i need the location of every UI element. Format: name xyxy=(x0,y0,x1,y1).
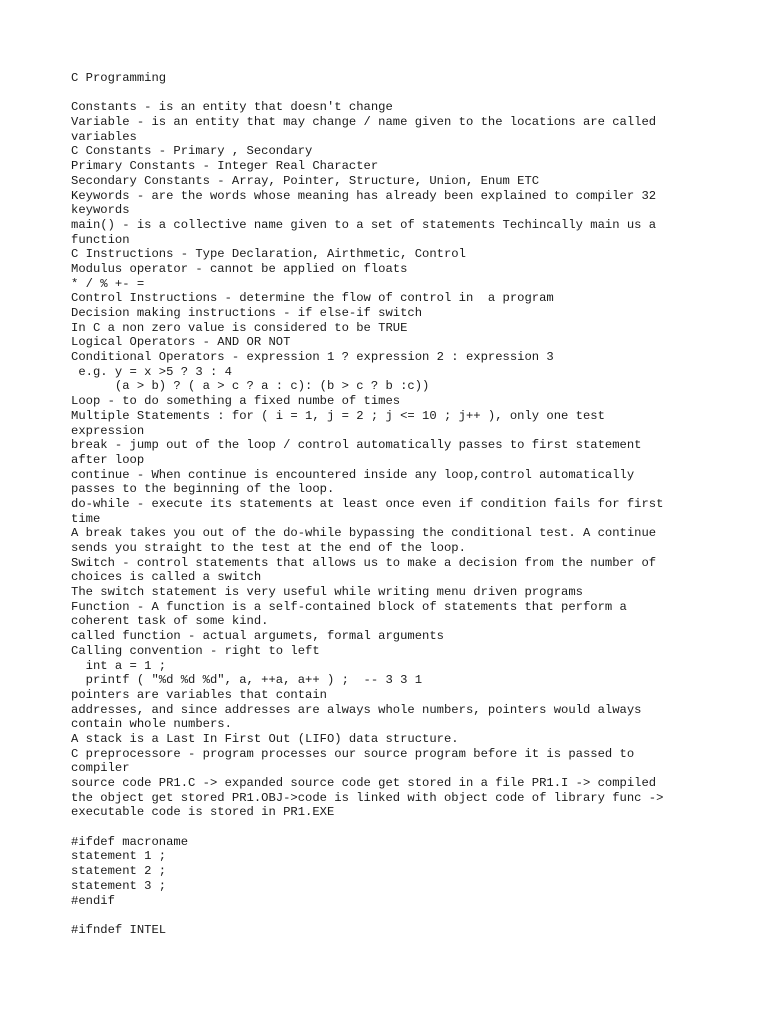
document-line: coherent task of some kind. xyxy=(71,614,269,629)
document-line: Decision making instructions - if else-if switch xyxy=(71,306,423,320)
document-line: statement 1 ; xyxy=(71,849,167,864)
document-line: printf ( "%d %d %d", a, ++a, a++ ) ; -- 3 3 1 xyxy=(71,673,423,688)
document-line: break - jump out of the loop / control automatically passes to first statement xyxy=(71,438,642,453)
document-line: keywords xyxy=(71,203,130,218)
document-line: Loop - to do something a fixed numbe of times xyxy=(71,394,401,409)
document-line xyxy=(71,86,761,101)
document-line: #ifdef macroname xyxy=(71,834,189,849)
document-line: statement 2 ; xyxy=(71,864,167,879)
document-line: Keywords - are the words whose meaning has already been explained to compiler 32 xyxy=(71,188,657,203)
document-line: Logical Operators - AND OR NOT xyxy=(71,335,291,350)
document-line: called function - actual argumets, formal arguments xyxy=(71,629,444,644)
document-line: after loop xyxy=(71,452,145,467)
document-line: Calling convention - right to left xyxy=(71,643,320,658)
document-line: addresses, and since addresses are always whole numbers, pointers would always xyxy=(71,702,642,717)
document-line: * / % +- = xyxy=(71,276,145,291)
document-line: time xyxy=(71,511,101,526)
document-page xyxy=(71,71,761,938)
document-line xyxy=(71,820,761,835)
document-line: int a = 1 ; xyxy=(71,658,167,673)
document-line: do-while - execute its statements at least once even if condition fails for first xyxy=(71,496,664,511)
document-line: In C a non zero value is considered to be TRUE xyxy=(71,320,408,335)
document-line: Conditional Operators - expression 1 ? expression 2 : expression 3 xyxy=(71,350,554,365)
document-line: compiler xyxy=(71,761,130,776)
document-line: e.g. y = x >5 ? 3 : 4 xyxy=(71,364,232,379)
document-line: Switch - control statements that allows us to make a decision from the number of xyxy=(71,555,657,570)
document-line: A stack is a Last In First Out (LIFO) data structure. xyxy=(71,731,459,746)
document-line: expression xyxy=(71,423,145,438)
document-line: Primary Constants - Integer Real Character xyxy=(71,159,379,174)
document-line: passes to the beginning of the loop. xyxy=(71,482,335,497)
document-line: Constants - is an entity that doesn't change xyxy=(71,100,393,115)
document-line: (a > b) ? ( a > c ? a : c): (b > c ? b :c)) xyxy=(71,379,430,394)
document-line: continue - When continue is encountered inside any loop,control automatically xyxy=(71,467,635,482)
document-line: The switch statement is very useful while writing menu driven programs xyxy=(71,585,583,600)
document-line: function xyxy=(71,232,130,247)
document-line: main() - is a collective name given to a set of statements Techincally main us a xyxy=(71,217,657,232)
document-line xyxy=(71,908,761,923)
document-line: source code PR1.C -> expanded source code get stored in a file PR1.I -> compiled xyxy=(71,776,657,790)
document-line: sends you straight to the test at the end of the loop. xyxy=(71,541,466,555)
document-line: C Instructions - Type Declaration, Airthmetic, Control xyxy=(71,247,466,262)
document-line: Multiple Statements : for ( i = 1, j = 2 ; j <= 10 ; j++ ), only one test xyxy=(71,408,605,423)
document-line: Variable - is an entity that may change / name given to the locations are called xyxy=(71,115,657,130)
document-line: variables xyxy=(71,129,137,144)
document-line: Modulus operator - cannot be applied on floats xyxy=(71,261,408,276)
document-line: the object get stored PR1.OBJ->code is linked with object code of library func -> xyxy=(71,790,664,805)
document-line: pointers are variables that contain xyxy=(71,687,327,702)
document-line: A break takes you out of the do-while bypassing the conditional test. A continue xyxy=(71,526,657,541)
document-line: Secondary Constants - Array, Pointer, Structure, Union, Enum ETC xyxy=(71,173,540,188)
document-line: Control Instructions - determine the flow of control in a program xyxy=(71,291,554,306)
document-line: C preprocessore - program processes our source program before it is passed to xyxy=(71,746,635,761)
document-line: C Programming xyxy=(71,71,167,85)
document-line: #ifndef INTEL xyxy=(71,922,167,937)
document-line: Function - A function is a self-contained block of statements that perform a xyxy=(71,599,627,614)
document-line: contain whole numbers. xyxy=(71,717,232,732)
document-line: #endif xyxy=(71,893,115,908)
document-line: choices is called a switch xyxy=(71,570,262,585)
document-line: executable code is stored in PR1.EXE xyxy=(71,805,335,820)
document-line: statement 3 ; xyxy=(71,878,167,893)
document-line: C Constants - Primary , Secondary xyxy=(71,144,313,159)
